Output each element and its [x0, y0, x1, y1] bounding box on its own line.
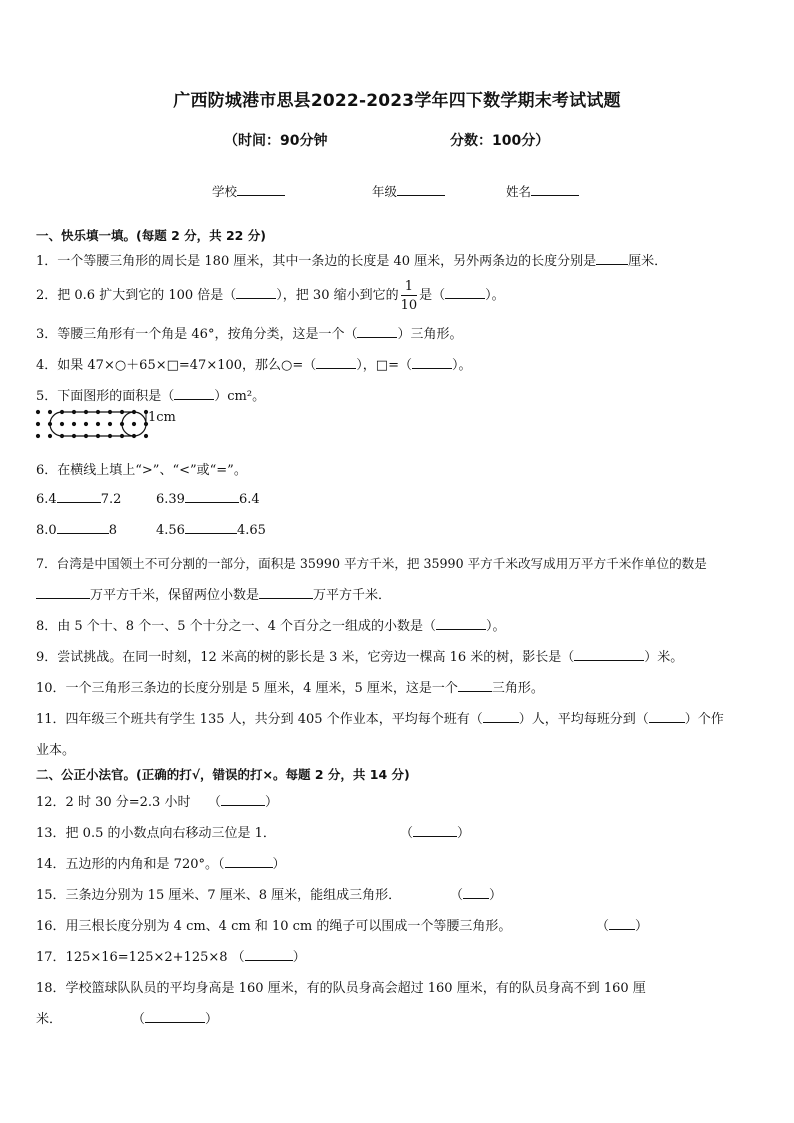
question-7: 7．台湾是中国领土不可分割的一部分，面积是 35990 平方千米，把 35990 平方千米改写成用万平方千米作单位的数是: [36, 556, 707, 571]
answer-blank[interactable]: [145, 1011, 205, 1023]
compare-value: 6.4: [238, 492, 260, 507]
question-4: [36, 354, 471, 373]
paren-close: ）: [265, 795, 279, 810]
question-text: ）三角形。: [397, 327, 463, 342]
compare-value: 4.65: [236, 523, 266, 538]
answer-blank[interactable]: [245, 949, 293, 961]
fraction-denominator: 10: [400, 297, 418, 313]
question-16: 16．用三根长度分别为 4 cm、4 cm 和 10 cm 的绳子可以围成一个等腰三角形。: [36, 919, 512, 934]
question-5: [36, 385, 265, 404]
name-field[interactable]: [506, 182, 579, 200]
question-text: 厘米．: [628, 254, 668, 269]
question-text: ）。: [486, 619, 506, 634]
question-6: 6．在横线上填上“>”、“<”或“=”。: [36, 463, 247, 478]
question-text: 9．尝试挑战。在同一时刻，12 米高的树的影长是 3 米，它旁边一棵高 16 米的树，影长是（: [36, 650, 575, 665]
question-18: 18．学校篮球队队员的平均身高是 160 厘米，有的队员身高会超过 160 厘米，有的队员身高不到 160 厘: [36, 981, 646, 996]
question-text: 是（: [419, 288, 446, 303]
judge-answer-16[interactable]: [596, 915, 648, 934]
question-text: 4．如果 47×○＋65×□=47×100，那么○=（: [36, 358, 317, 373]
answer-blank[interactable]: [259, 586, 313, 599]
question-text: ）。: [451, 358, 472, 373]
question-11: [36, 708, 724, 727]
compare-value: 4.56: [156, 523, 185, 538]
answer-blank[interactable]: [185, 521, 237, 534]
question-2: [36, 276, 505, 316]
question-text: 11．四年级三个班共有学生 135 人，共分到 405 个作业本，平均每个班有（: [36, 712, 483, 727]
page-title: 广西防城港市思县2022-2023学年四下数学期末考试试题: [173, 91, 621, 111]
question-text: ），□=（: [356, 358, 412, 373]
question-14: [36, 853, 286, 872]
question-text: ）米。: [644, 650, 684, 665]
paren-close: ）: [205, 1012, 219, 1027]
question-8: [36, 615, 506, 634]
judge-answer-13[interactable]: [400, 822, 470, 841]
section-heading-2: 二、公正小法官。(正确的打√，错误的打×。每题 2 分，共 14 分): [36, 767, 410, 782]
question-text: 万平方千米，保留两位小数是: [90, 588, 260, 603]
compare-row-2: [36, 521, 117, 538]
question-text: ）cm²。: [214, 389, 266, 404]
question-text: 14．五边形的内角和是 720°。: [36, 857, 218, 872]
paren-close: ）: [489, 888, 503, 903]
question-text: 5．下面图形的面积是（: [36, 389, 175, 404]
school-field[interactable]: [212, 182, 285, 200]
question-text: 10．一个三角形三条边的长度分别是 5 厘米，4 厘米，5 厘米，这是一个: [36, 681, 458, 696]
paren-open: （: [218, 857, 225, 872]
paren-open: （: [132, 1012, 146, 1027]
paren-close: ）: [292, 950, 306, 965]
question-text: 万平方千米．: [313, 588, 392, 603]
question-text: 3．等腰三角形有一个角是 46°，按角分类，这是一个（: [36, 327, 358, 342]
question-17: [36, 946, 306, 965]
paren-close: ）: [457, 826, 471, 841]
grade-label: 年级: [372, 184, 398, 199]
answer-blank[interactable]: [225, 856, 273, 868]
question-18-cont: 米．: [36, 1012, 63, 1027]
compare-value: 8.0: [36, 523, 57, 538]
compare-row-2b: [156, 521, 266, 538]
question-text: 三角形。: [491, 681, 544, 696]
fraction: [401, 280, 418, 312]
compare-value: 7.2: [100, 492, 122, 507]
question-text: 8．由 5 个十、8 个一、5 个十分之一、4 个百分之一组成的小数是（: [36, 619, 437, 634]
name-blank[interactable]: [531, 183, 579, 196]
answer-blank[interactable]: [436, 618, 486, 630]
question-text: ）人，平均每班分到（: [518, 712, 649, 727]
school-label: 学校: [212, 184, 238, 199]
answer-blank[interactable]: [413, 825, 457, 837]
question-10: [36, 677, 544, 696]
answer-blank[interactable]: [185, 490, 239, 503]
fraction-numerator: 1: [401, 280, 418, 296]
judge-answer-15[interactable]: [450, 884, 502, 903]
answer-blank[interactable]: [36, 586, 90, 599]
question-text: ）。: [485, 288, 505, 303]
paren-close: ）: [272, 857, 286, 872]
question-11-cont: 业本。: [36, 743, 76, 758]
question-text: 17．125×16=125×2+125×8: [36, 950, 228, 965]
compare-row-1: [36, 490, 121, 507]
grade-field[interactable]: [372, 182, 445, 200]
judge-answer-12[interactable]: [208, 791, 278, 810]
answer-blank[interactable]: [574, 649, 644, 661]
paren-open: （: [231, 950, 245, 965]
answer-blank[interactable]: [236, 287, 276, 299]
compare-value: 8: [108, 523, 117, 538]
answer-blank[interactable]: [174, 388, 214, 400]
name-label: 姓名: [506, 184, 532, 199]
grade-blank[interactable]: [397, 183, 445, 196]
answer-blank[interactable]: [445, 287, 485, 299]
paren-open: （: [208, 795, 222, 810]
question-3: [36, 323, 462, 342]
answer-blank[interactable]: [609, 918, 635, 930]
paren-open: （: [400, 826, 414, 841]
school-blank[interactable]: [237, 183, 285, 196]
question-text: 1．一个等腰三角形的周长是 180 厘米，其中一条边的长度是 40 厘米，另外两条边的长度分别是: [36, 254, 597, 269]
answer-blank[interactable]: [412, 357, 452, 369]
answer-blank[interactable]: [316, 357, 356, 369]
question-13: 13．把 0.5 的小数点向右移动三位是 1．: [36, 826, 276, 841]
paren-open: （: [450, 888, 464, 903]
section-heading-1: 一、快乐填一填。(每题 2 分，共 22 分): [36, 228, 266, 243]
judge-answer-18[interactable]: [132, 1008, 218, 1027]
unit-label: 1cm: [148, 410, 176, 425]
answer-blank[interactable]: [463, 887, 489, 899]
question-text: ），把 30 缩小到它的: [276, 288, 399, 303]
compare-row-1b: [156, 490, 260, 507]
compare-value: 6.39: [156, 492, 185, 507]
question-12: 12．2 时 30 分=2.3 小时: [36, 795, 191, 810]
answer-blank[interactable]: [57, 521, 109, 534]
answer-blank[interactable]: [458, 679, 492, 692]
question-7-cont: [36, 584, 391, 603]
answer-blank[interactable]: [596, 252, 628, 265]
answer-blank[interactable]: [57, 490, 101, 503]
exam-score: 分数：100分）: [450, 133, 550, 149]
answer-blank[interactable]: [483, 711, 519, 723]
question-text: ）个作: [684, 712, 724, 727]
exam-time: （时间：90分钟: [224, 133, 328, 149]
answer-blank[interactable]: [649, 711, 685, 723]
question-1: [36, 250, 667, 269]
paren-close: ）: [635, 919, 649, 934]
question-9: [36, 646, 683, 665]
answer-blank[interactable]: [357, 326, 397, 338]
compare-value: 6.4: [36, 492, 57, 507]
question-text: 2．把 0.6 扩大到它的 100 倍是（: [36, 288, 237, 303]
paren-open: （: [596, 919, 610, 934]
answer-blank[interactable]: [221, 794, 265, 806]
question-15: 15．三条边分别为 15 厘米、7 厘米、8 厘米，能组成三角形．: [36, 888, 402, 903]
